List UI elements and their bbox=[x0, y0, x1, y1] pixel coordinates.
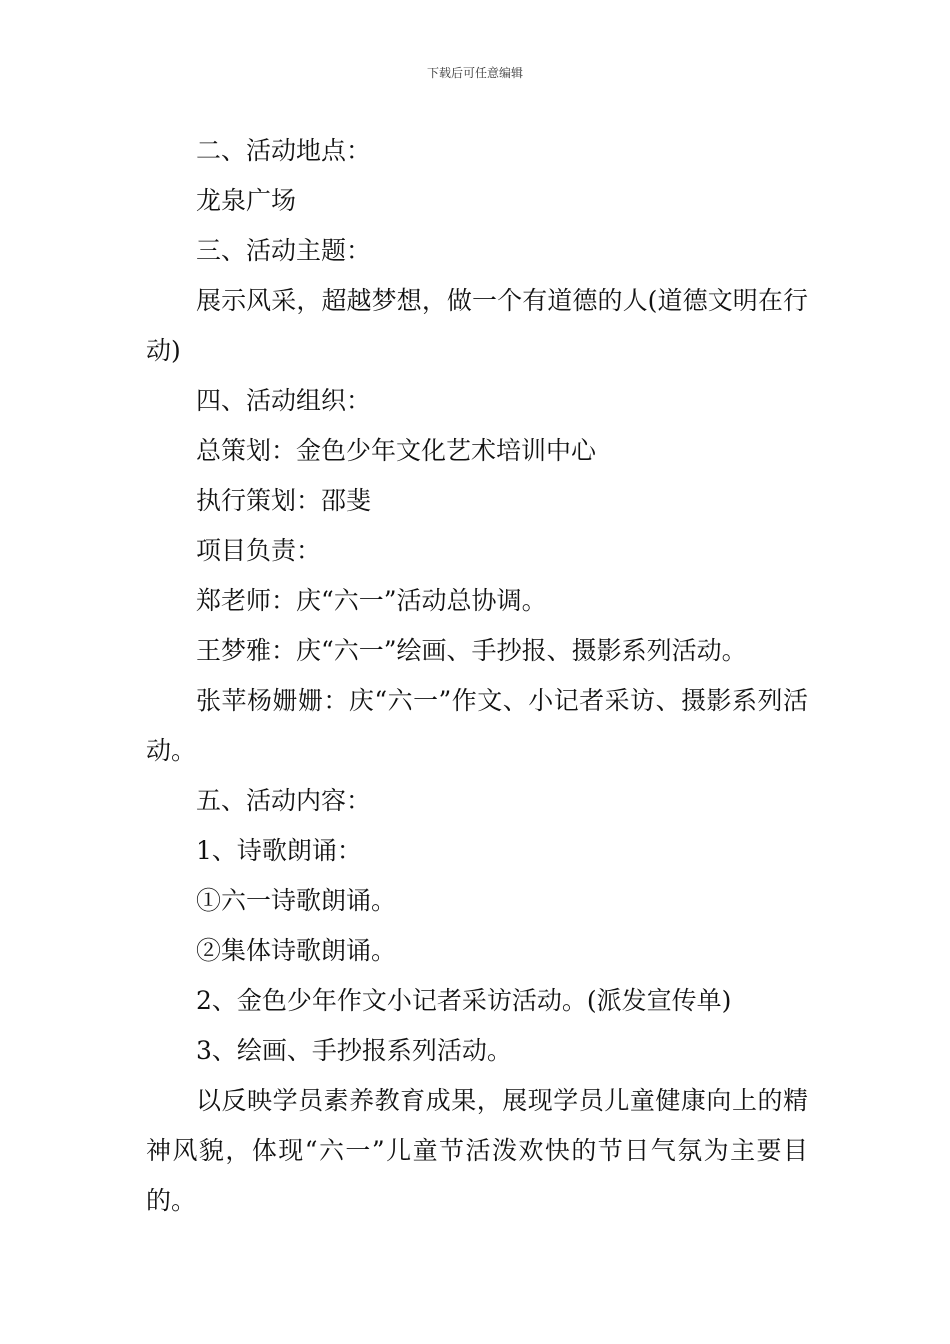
content-subitem: ②集体诗歌朗诵。 bbox=[196, 936, 397, 965]
content-subitem: ①六一诗歌朗诵。 bbox=[196, 886, 397, 915]
content-item: 3、绘画、手抄报系列活动。 bbox=[196, 1036, 512, 1065]
general-planner-text: 总策划：金色少年文化艺术培训中心 bbox=[196, 436, 597, 465]
lead-item: 张苹杨姗姗：庆“六一”作文、小记者采访、摄影系列活动。 bbox=[146, 686, 808, 765]
section-heading-theme: 三、活动主题： bbox=[196, 236, 372, 265]
executive-planner-text: 执行策划：邵斐 bbox=[196, 486, 372, 515]
theme-text: 展示风采，超越梦想，做一个有道德的人(道德文明在行动) bbox=[146, 286, 808, 365]
lead-item: 郑老师：庆“六一”活动总协调。 bbox=[196, 586, 547, 615]
content-item: 2、金色少年作文小记者采访活动。(派发宣传单) bbox=[196, 986, 732, 1015]
document-body bbox=[146, 126, 808, 1226]
page-header: 下载后可任意编辑 bbox=[426, 66, 523, 80]
lead-item: 王梦雅：庆“六一”绘画、手抄报、摄影系列活动。 bbox=[196, 636, 747, 665]
section-heading-location: 二、活动地点： bbox=[196, 136, 372, 165]
content-item: 1、诗歌朗诵： bbox=[196, 836, 362, 865]
section-heading-content: 五、活动内容： bbox=[196, 786, 372, 815]
purpose-paragraph: 以反映学员素养教育成果，展现学员儿童健康向上的精神风貌，体现“六一”儿童节活泼欢快的节日气氛为主要目的。 bbox=[146, 1086, 808, 1215]
location-text: 龙泉广场 bbox=[196, 186, 297, 215]
project-lead-heading: 项目负责： bbox=[196, 536, 322, 565]
section-heading-organization: 四、活动组织： bbox=[196, 386, 372, 415]
